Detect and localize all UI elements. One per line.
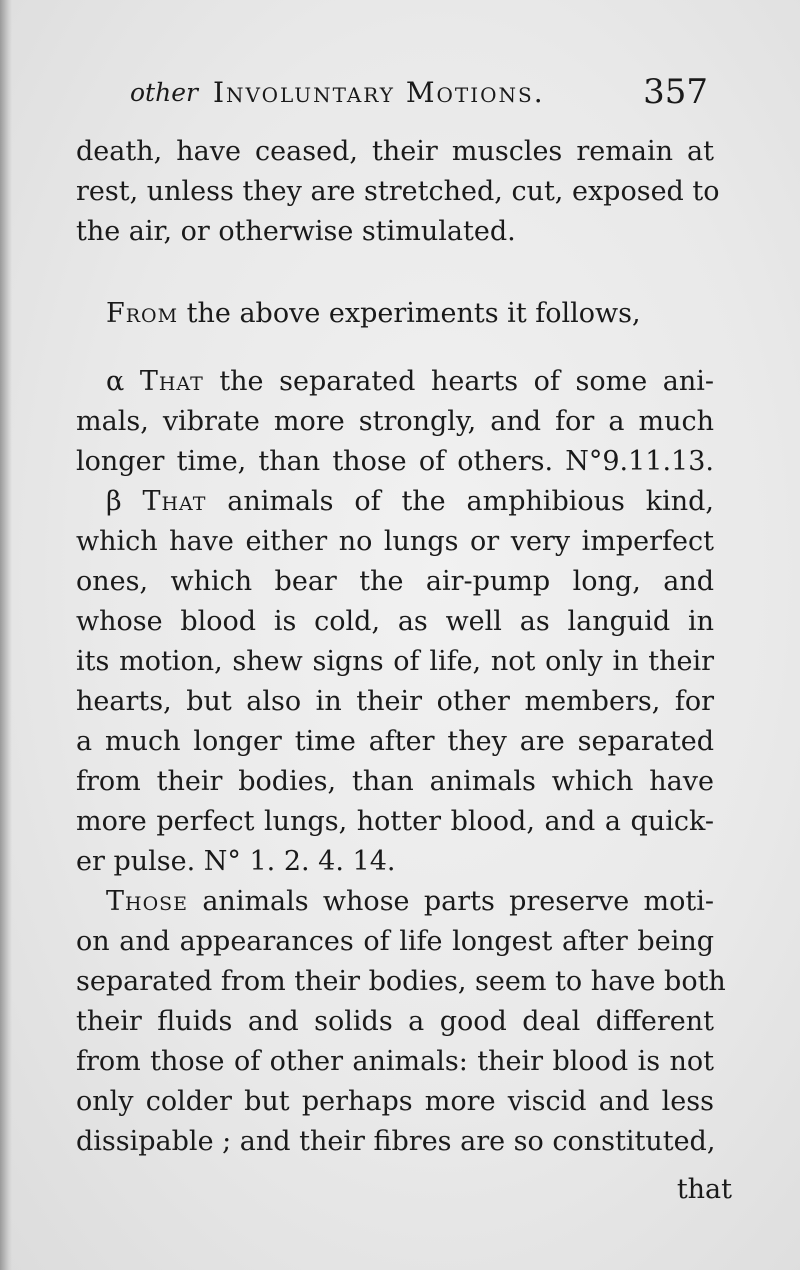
text-line: ones, which bear the air-pump long, and [76,566,714,597]
text-line: their fluids and solids a good deal different [76,1006,714,1037]
paragraph-lead-word: That [139,366,204,397]
text-line: only colder but perhaps more viscid and less [76,1086,714,1117]
page-binding-edge [0,0,12,1270]
paragraph-beta [76,482,714,882]
text-line: death, have ceased, their muscles remain at [76,136,714,167]
text-run: the separated hearts of some ani- [203,366,714,397]
text-line: the air, or otherwise stimulated. [76,216,516,247]
text-line: whose blood is cold, as well as languid in [76,606,714,637]
text-line: separated from their bodies, seem to have both [76,966,726,997]
paragraph-lead-word: Those [106,886,189,917]
text-line: which have either no lungs or very imperfect [76,526,714,557]
paragraph-lead-word: From [106,298,179,329]
text-line: hearts, but also in their other members, for [76,686,714,717]
text-line: its motion, shew signs of life, not only in their [76,646,714,677]
text-line [76,362,714,402]
text-line: dissipable ; and their fibres are so constituted, [76,1126,716,1157]
paragraph-from [76,294,714,334]
text-line: er pulse. N° 1. 2. 4. 14. [76,846,396,877]
paragraph-alpha [76,362,714,482]
body-text [76,132,726,1162]
greek-marker-alpha: α [106,366,125,397]
paragraph-those [76,882,726,1162]
catchword: that [676,1174,732,1205]
running-head-title: Involuntary Motions. [213,76,545,109]
text-line: on and appearances of life longest after being [76,926,714,957]
text-run: animals of the amphibious kind, [206,486,714,517]
text-line: more perfect lungs, hotter blood, and a quick- [76,806,714,837]
text-line: from those of other animals: their blood is not [76,1046,714,1077]
text-line: rest, unless they are stretched, cut, exposed to [76,176,720,207]
text-line: mals, vibrate more strongly, and for a much [76,406,714,437]
text-run: animals whose parts preserve moti- [188,886,714,917]
paragraph-continuation [76,132,720,252]
text-run: the above experiments it follows, [178,298,641,329]
text-line [76,294,714,334]
running-head [130,70,710,120]
text-line: a much longer time after they are separated [76,726,714,757]
text-line [76,882,714,922]
text-line [76,482,714,522]
text-line: from their bodies, than animals which have [76,766,714,797]
running-head-italic-word: other [130,78,198,107]
text-line: longer time, than those of others. N°9.11.13. [76,446,714,477]
greek-marker-beta: β [106,486,122,517]
paragraph-lead-word: That [142,486,207,517]
page-number: 357 [643,72,708,112]
